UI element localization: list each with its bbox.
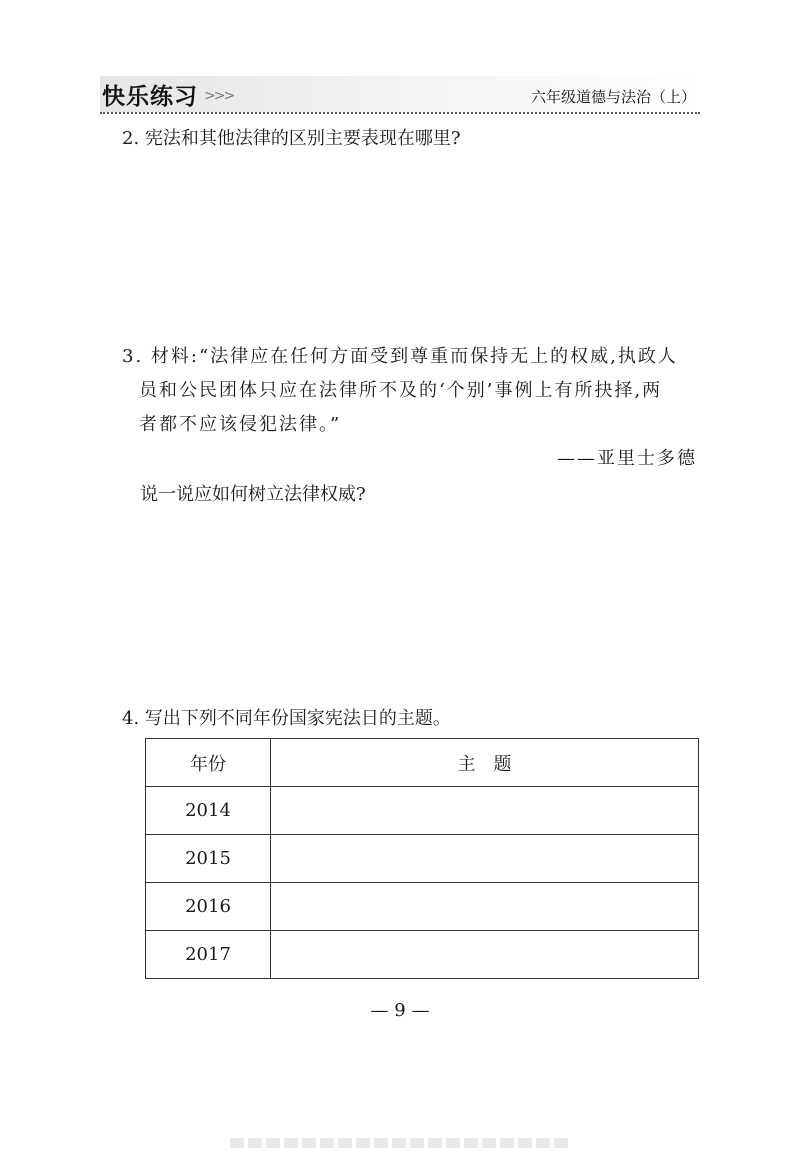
year-header: 年份 — [146, 739, 271, 787]
page-number: — 9 — — [370, 1000, 430, 1021]
question-3-prompt: 说一说应如何树立法律权威? — [140, 484, 366, 505]
section-title: 快乐练习 — [102, 84, 198, 110]
question-3-line-2: 员和公民团体只应在法律所不及的‘个别’事例上有所抉择,两 — [139, 380, 663, 401]
constitution-day-table — [145, 738, 699, 979]
bleed-through-artifact — [230, 1138, 570, 1148]
chevrons-icon: >>> — [204, 88, 234, 104]
theme-answer-cell[interactable] — [271, 883, 699, 931]
theme-answer-cell[interactable] — [271, 931, 699, 979]
quote-attribution: ——亚里士多德 — [557, 448, 697, 469]
table-row — [146, 883, 699, 931]
year-cell: 2017 — [146, 931, 271, 979]
year-cell: 2015 — [146, 835, 271, 883]
question-3-line-3: 者都不应该侵犯法律。” — [139, 414, 342, 435]
question-3-line-1: 3. 材料:“法律应在任何方面受到尊重而保持无上的权威,执政人 — [122, 346, 678, 367]
year-cell: 2014 — [146, 787, 271, 835]
table-row — [146, 787, 699, 835]
header-divider — [100, 112, 700, 114]
year-cell: 2016 — [146, 883, 271, 931]
table-header-row — [146, 739, 699, 787]
table-row — [146, 931, 699, 979]
theme-answer-cell[interactable] — [271, 787, 699, 835]
theme-header: 主 题 — [271, 739, 699, 787]
question-4: 4. 写出下列不同年份国家宪法日的主题。 — [122, 708, 451, 729]
question-3-material — [122, 340, 702, 442]
book-subject: 六年级道德与法治（上） — [530, 88, 696, 106]
theme-answer-cell[interactable] — [271, 835, 699, 883]
table-row — [146, 835, 699, 883]
question-2: 2. 宪法和其他法律的区别主要表现在哪里? — [122, 128, 461, 149]
